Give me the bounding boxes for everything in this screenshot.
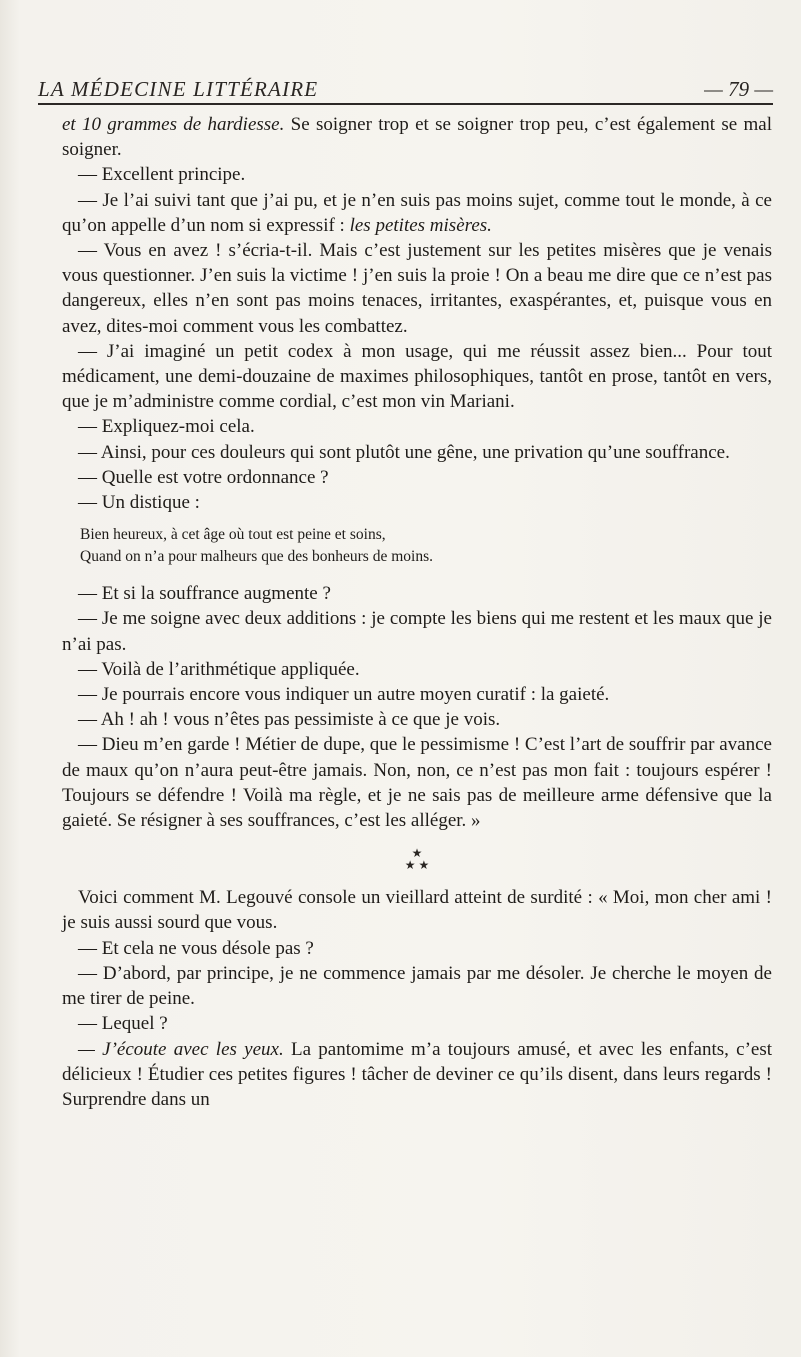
paragraph-text: Se soigner trop et se soigner trop peu, c’est également se mal soigner. [62, 114, 772, 161]
paragraph: — Et si la souffrance augmente ? [78, 583, 331, 605]
italic-phrase: — J’écoute avec les yeux. [78, 1038, 284, 1060]
paragraph: — Je pourrais encore vous indiquer un autre moyen curatif : la gaieté. [78, 684, 610, 706]
paragraph: — Quelle est votre ordonnance ? [78, 466, 329, 488]
asterism-star-top: ★ [411, 846, 423, 861]
paragraph: — Je me soigne avec deux additions : je compte les biens qui me restent et les maux que je n’ai pas. [62, 608, 772, 655]
italic-phrase: les petites misères. [349, 214, 492, 236]
verse-distich [80, 524, 772, 568]
paragraph [62, 188, 772, 238]
italic-phrase: et 10 grammes de hardiesse. [62, 114, 285, 135]
asterism-star-bottom: ★ ★ [404, 858, 430, 873]
paragraph: — Un distique : [78, 492, 200, 514]
paragraph [62, 112, 772, 162]
paragraph: Voici comment M. Legouvé console un vieillard atteint de surdité : « Moi, mon cher ami ! je suis aussi sourd que vous. [62, 887, 772, 934]
paragraph: — Dieu m’en garde ! Métier de dupe, que le pessimisme ! C’est l’art de souffrir par avance de maux qu’on n’aura peut-être jamais. Non, non, ce n’est pas mon fait : toujours espérer ! Toujours se défendre ! Voilà ma règle, et je ne sais pas de meilleure arme défensive que la gaieté. Se résigner à ses souffrances, c’est les alléger. » [62, 734, 772, 832]
paragraph-text: — Je l’ai suivi tant que j’ai pu, et je n’en suis pas moins sujet, comme tout le monde, à ce qu’on appelle d’un nom si expressif : [62, 189, 772, 236]
paragraph: — J’ai imaginé un petit codex à mon usage, qui me réussit assez bien... Pour tout médicament, une demi-douzaine de maximes philosophiques, tantôt en prose, tantôt en vers, que je m’administre comme cordial, c’est mon vin Mariani. [62, 340, 772, 413]
paragraph: — Vous en avez ! s’écria-t-il. Mais c’est justement sur les petites misères que je venais vous questionner. J’en suis la victime ! j’en suis la proie ! On a beau me dire que ce n’est pas dangereux, elles n’en sont pas moins tenaces, irritantes, exaspérantes, et, puisque vous en avez, dites-moi comment vous les combattez. [62, 240, 772, 337]
paragraph: — Excellent principe. [78, 164, 246, 186]
running-title: LA MÉDECINE LITTÉRAIRE [38, 77, 319, 101]
verse-line: Bien heureux, à cet âge où tout est peine et soins, [80, 526, 386, 544]
paragraph: — Ah ! ah ! vous n’êtes pas pessimiste à ce que je vois. [78, 709, 501, 731]
header-rule [38, 103, 773, 105]
paragraph: — Voilà de l’arithmétique appliquée. [78, 658, 360, 680]
paragraph: — Lequel ? [78, 1013, 168, 1035]
page-header [38, 72, 773, 110]
paragraph: — Et cela ne vous désole pas ? [78, 937, 314, 959]
paragraph: — D’abord, par principe, je ne commence jamais par me désoler. Je cherche le moyen de me tirer de peine. [62, 962, 772, 1010]
paragraph: — Ainsi, pour ces douleurs qui sont plutôt une gêne, une privation qu’une souffrance. [78, 441, 730, 463]
body-text [62, 112, 772, 1112]
paragraph: — Expliquez-moi cela. [78, 416, 255, 438]
page-number: — 79 — [704, 77, 773, 101]
paragraph [62, 1037, 772, 1113]
paragraph-text: La pantomime m’a toujours amusé, et avec les enfants, c’est délicieux ! Étudier ces petites figures ! tâcher de deviner ce qu’ils disent, dans leurs regards ! Surprendre dans un [62, 1038, 773, 1110]
asterism-separator [62, 847, 772, 871]
verse-line: Quand on n’a pour malheurs que des bonheurs de moins. [80, 548, 433, 566]
